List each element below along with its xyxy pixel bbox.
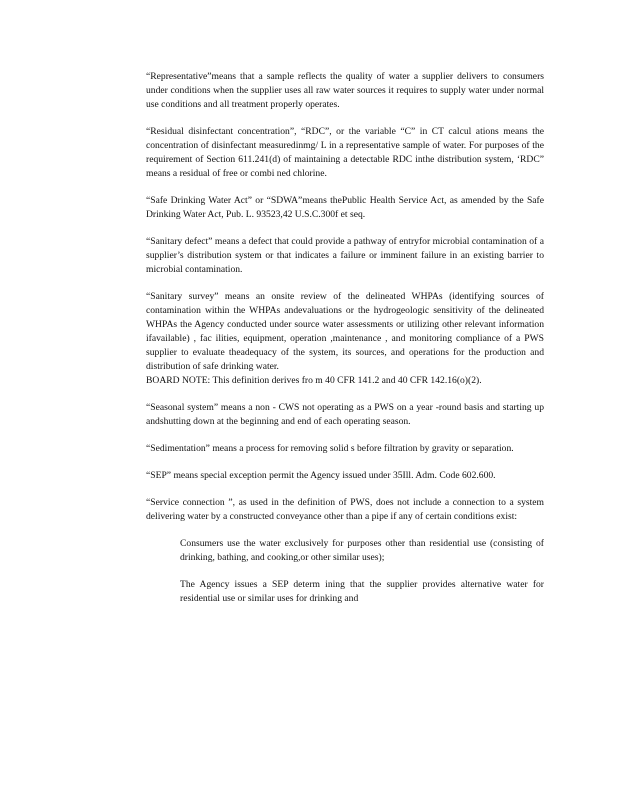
definition-sanitary-defect: “Sanitary defect” means a defect that could provide a pathway of entryfor microbial contamination of a supplier’s distribution system or that indicates a failure or imminent failure in an existing barrier to microbial contamination. xyxy=(146,236,544,275)
definition-sanitary-survey-text: “Sanitary survey” means an onsite review of the delineated WHPAs (identifying sources of contamination within the WHPAs andevaluations or the hydrogeologic sensitivity of the delineated WHPAs the Agency conducted under source water assessments or utilizing other relevant information ifavailable) , fac ilities, equipment, operation ,maintenance , and monitoring compliance of a PWS supplier to evaluate theadequacy of the system, its sources, and operations for the production and distribution of safe drinking water. xyxy=(146,291,544,372)
service-connection-condition-1: Consumers use the water exclusively for purposes other than residential use (consisting of drinking, bathing, and cooking,or other similar uses); xyxy=(180,538,544,563)
definitions-body xyxy=(146,70,544,619)
definition-sanitary-survey xyxy=(146,290,544,388)
definition-sedimentation: “Sedimentation” means a process for removing solid s before filtration by gravity or separation. xyxy=(146,443,514,454)
definition-sep: “SEP” means special exception permit the Agency issued under 35Ill. Adm. Code 602.600. xyxy=(146,470,496,481)
definition-residual-disinfectant-concentration: “Residual disinfectant concentration”, “RDC”, or the variable “C” in CT calcul ations means the concentration of disinfectant measuredinmg/ L in a representative sample of water. For purposes of the requirement of Section 611.241(d) of maintaining a detectable RDC inthe distribution system, ‘RDC” means a residual of free or combi ned chlorine. xyxy=(146,126,544,179)
definition-safe-drinking-water-act: “Safe Drinking Water Act” or “SDWA”means thePublic Health Service Act, as amended by the Safe Drinking Water Act, Pub. L. 93523,42 U.S.C.300f et seq. xyxy=(146,195,544,220)
board-note: BOARD NOTE: This definition derives fro m 40 CFR 141.2 and 40 CFR 142.16(o)(2). xyxy=(146,375,482,386)
definition-representative: “Representative”means that a sample reflects the quality of water a supplier delivers to consumers under conditions when the supplier uses all raw water sources it requires to supply water under normal use conditions and all treatment properly operates. xyxy=(146,71,544,110)
service-connection-condition-2: The Agency issues a SEP determ ining that the supplier provides alternative water for residential use or similar uses for drinking and xyxy=(180,579,544,604)
definition-seasonal-system: “Seasonal system” means a non - CWS not operating as a PWS on a year -round basis and starting up andshutting down at the beginning and end of each operating season. xyxy=(146,402,544,427)
definition-service-connection: “Service connection ”, as used in the definition of PWS, does not include a connection to a system delivering water by a constructed conveyance other than a pipe if any of certain conditions exist: xyxy=(146,497,544,522)
